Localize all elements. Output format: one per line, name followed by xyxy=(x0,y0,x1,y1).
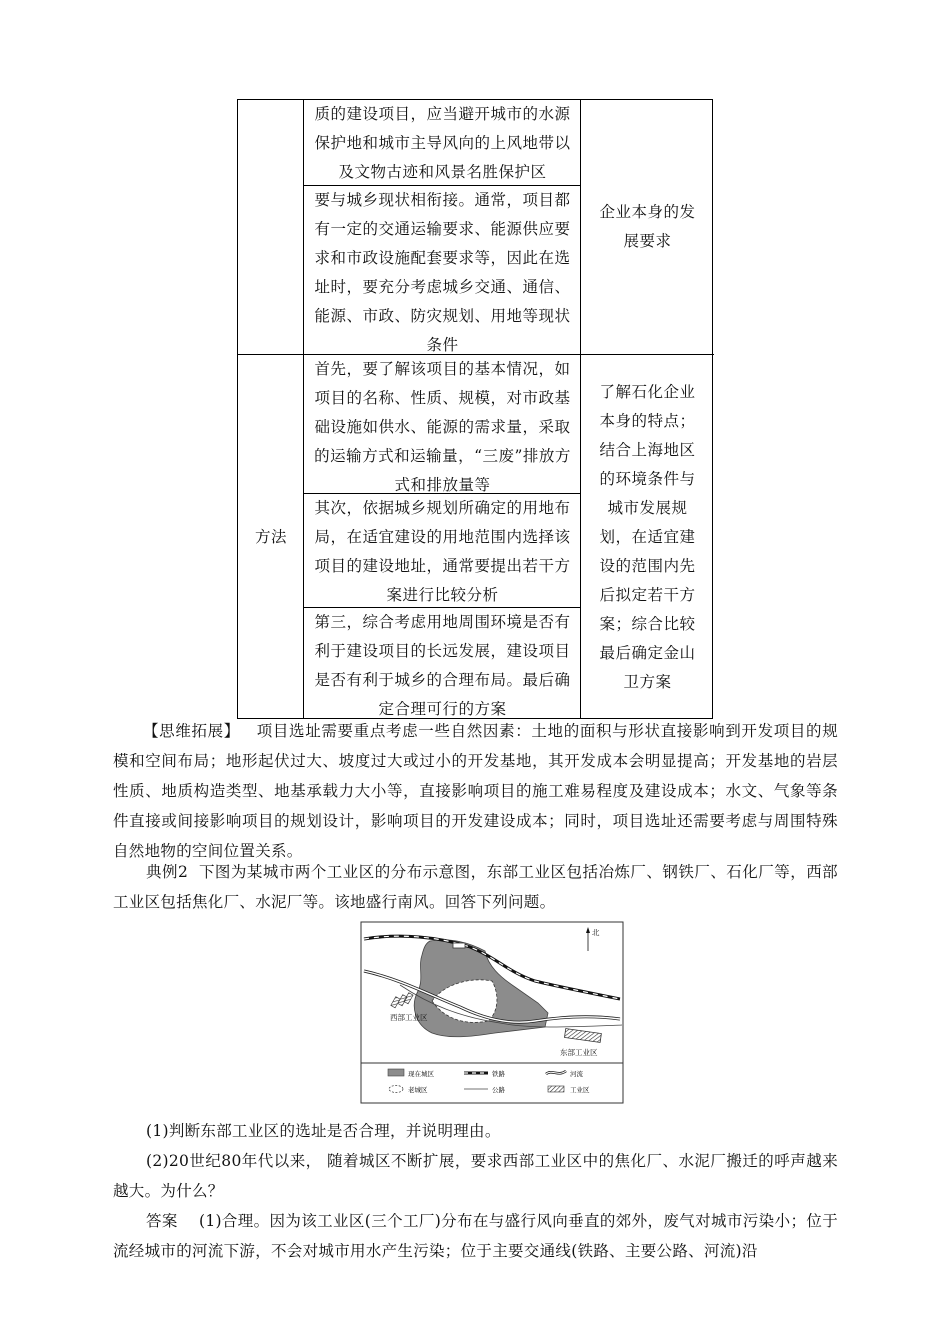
map-figure xyxy=(360,921,624,1104)
east-industrial-label: 东部工业区 xyxy=(560,1048,598,1057)
site-selection-table xyxy=(237,99,713,719)
legend-old-city-label: 老城区 xyxy=(408,1086,428,1094)
north-label: 北 xyxy=(592,928,600,937)
extension-text: 项目选址需要重点考虑一些自然因素：土地的面积与形状直接影响到开发项目的规模和空间布局；地形起伏过大、坡度过大或过小的开发基地，其开发成本会明显提高；开发基地的岩层性质、地质构造类型、地基承载力大小等，直接影响项目的施工难易程度及建设成本；水文、气象等条件直接或间接影响项目的规划设计，影响项目的开发建设成本；同时，项目选址还需要考虑与周围特殊自然地物的空间位置关系。 xyxy=(113,722,838,860)
industrial-zone-map xyxy=(360,921,624,1104)
answer-label: 答案 xyxy=(146,1212,178,1230)
example-paragraph xyxy=(113,857,838,917)
table-cell-text: 企业本身的发展要求 xyxy=(599,203,696,250)
table-cell: 首先，要了解该项目的基本情况，如项目的名称、性质、规模，对市政基础设施如供水、能源的需求量，采取的运输方式和运输量，“三废”排放方式和排放量等 xyxy=(314,360,571,494)
extension-label: 【思维拓展】 xyxy=(143,722,240,740)
table-category-cell xyxy=(238,355,304,720)
legend-industrial-swatch xyxy=(548,1086,564,1092)
legend-industrial-label: 工业区 xyxy=(570,1086,590,1094)
table-cell: 要与城乡现状相衔接。通常，项目都有一定的交通运输要求、能源供应要求和市政设施配套要求等，因此在选址时，要充分考虑城乡交通、通信、能源、市政、防灾规划、用地等现状条件 xyxy=(314,191,571,354)
answer-paragraph xyxy=(113,1206,838,1266)
legend-current-city-swatch xyxy=(388,1069,404,1076)
legend-current-city-label: 现在城区 xyxy=(408,1070,434,1078)
legend-highway-label: 公路 xyxy=(492,1086,505,1094)
table-cell xyxy=(581,100,714,354)
example-label: 典例2 xyxy=(146,863,189,881)
table-category-label: 方法 xyxy=(254,528,287,546)
question-1: (1)判断东部工业区的选址是否合理，并说明理由。 xyxy=(146,1122,501,1140)
question-2: (2)20世纪80年代以来， 随着城区不断扩展，要求西部工业区中的焦化厂、水泥厂搬迁的呼声越来越大。为什么？ xyxy=(113,1152,838,1200)
example-text: 下图为某城市两个工业区的分布示意图，东部工业区包括冶炼厂、钢铁厂、石化厂等，西部工业区包括焦化厂、水泥厂等。该地盛行南风。回答下列问题。 xyxy=(113,863,838,911)
legend-old-city-swatch xyxy=(389,1086,403,1093)
extension-paragraph xyxy=(113,716,838,866)
answer-text: (1)合理。因为该工业区(三个工厂)分布在与盛行风向垂直的郊外，废气对城市污染小；位于流经城市的河流下游，不会对城市用水产生污染；位于主要交通线(铁路、主要公路、河流)沿 xyxy=(113,1212,838,1260)
table-cell: 第三，综合考虑用地周围环境是否有利于建设项目的长远发展，建设项目是否有利于城乡的合理布局。最后确定合理可行的方案 xyxy=(314,613,571,718)
legend-railway-label: 铁路 xyxy=(492,1070,505,1078)
legend-river-label: 河流 xyxy=(570,1070,583,1078)
west-industrial-label: 西部工业区 xyxy=(390,1013,428,1022)
table-cell: 其次，依据城乡规划所确定的用地布局，在适宜建设的用地范围内选择该项目的建设地址，通常要提出若干方案进行比较分析 xyxy=(314,499,571,604)
table-cell: 质的建设项目，应当避开城市的水源保护地和城市主导风向的上风地带以及文物古迹和风景名胜保护区 xyxy=(314,105,571,181)
table-cell-text: 了解石化企业本身的特点；结合上海地区的环境条件与城市发展规划，在适宜建设的范围内先后拟定若干方案；综合比较最后确定金山卫方案 xyxy=(599,383,696,691)
station-marker xyxy=(453,943,465,948)
table-cell xyxy=(581,355,714,720)
